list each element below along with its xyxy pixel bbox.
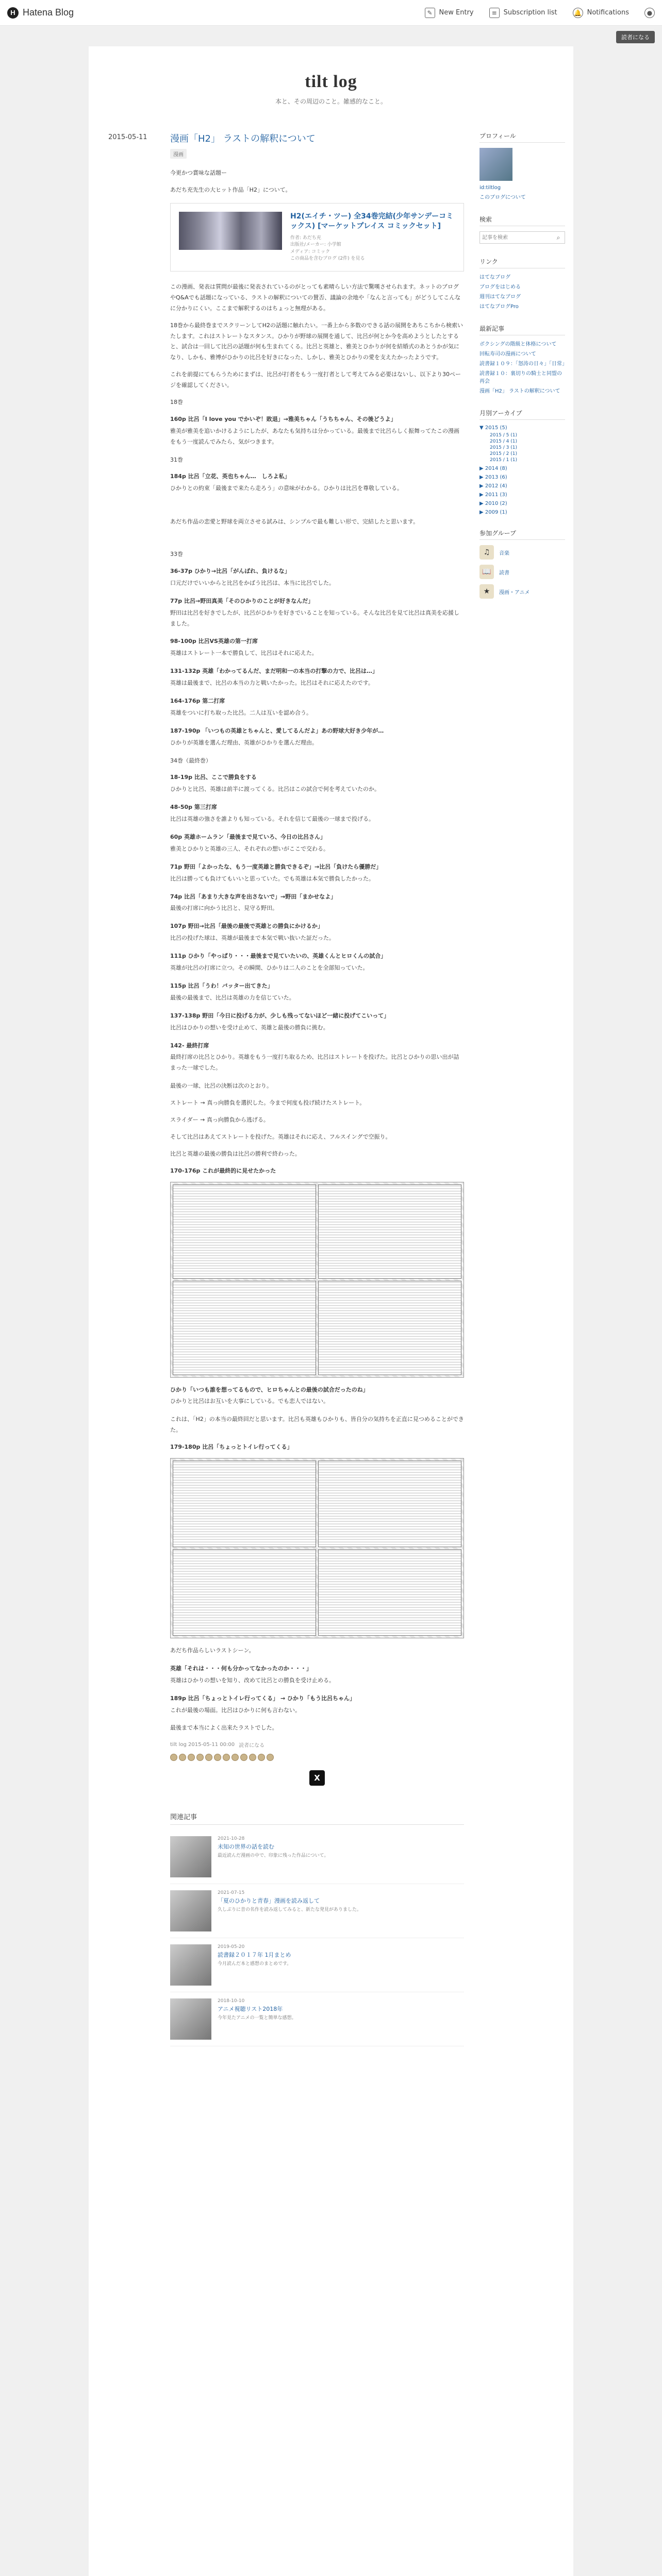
quote-body: 最後の打席に向かう比呂と、見守る野田。	[170, 905, 278, 912]
star-icon[interactable]	[205, 1754, 212, 1761]
archive-year[interactable]: ▶ 2011 (3)	[479, 492, 507, 498]
section-label: 34巻（最終巻）	[170, 757, 211, 764]
quote-heading: 131-132p 英雄「わかってるんだ、まだ明和一の本当の打撃の力で、比呂は…」	[170, 668, 378, 675]
related-thumbnail[interactable]	[170, 1890, 211, 1931]
product-meta: 出版社/メーカー: 小学館	[290, 242, 341, 248]
quote-heading: 179-180p 比呂「ちょっとトイレ行ってくる」	[170, 1444, 293, 1451]
related-thumbnail[interactable]	[170, 1836, 211, 1877]
manga-image-1[interactable]	[170, 1182, 464, 1378]
user-avatar-icon[interactable]: ●	[644, 8, 655, 18]
related-name[interactable]: アニメ視聴リスト2018年	[218, 2006, 283, 2013]
archive-month[interactable]: 2015 / 5 (1)	[490, 433, 517, 438]
new-entry-button[interactable]	[425, 8, 474, 18]
related-snippet: 最近読んだ漫画の中で、印象に残った作品について。	[218, 1853, 329, 1859]
hatena-stars	[170, 1754, 464, 1761]
quote-heading: 184p 比呂「立花、英也ちゃん… しろよ私」	[170, 473, 290, 480]
links-module	[479, 257, 565, 311]
related-date: 2018-10-10	[218, 1998, 245, 2004]
related-item[interactable]	[170, 1938, 464, 1992]
quote-heading: 189p 比呂「ちょっとトイレ行ってくる」 → ひかり「もう比呂ちゃん」	[170, 1694, 355, 1702]
list-icon: ≡	[489, 8, 500, 18]
quote-body: ひかりとの約束「最後まで来たら走ろう」の意味がわかる。ひかりは比呂を尊敬している。	[170, 485, 403, 492]
group-item[interactable]	[479, 565, 565, 579]
quote-body: 口元だけでいいからと比呂をかばう比呂は、本当に比呂でした。	[170, 579, 335, 586]
quote-body: 比呂は英雄の強さを誰よりも知っている。それを信じて最後の一球まで投げる。	[170, 816, 374, 823]
quote-body: 英雄をついに打ち取った比呂。二人は互いを認め合う。	[170, 709, 312, 716]
share-x-button[interactable]: X	[309, 1770, 325, 1786]
archive-year[interactable]: ▼ 2015 (5)	[479, 425, 507, 431]
quote-heading: ひかり「いつも誰を想ってるもので、ヒロちゃんとの最後の試合だったのね」	[170, 1386, 369, 1393]
manga-panel	[173, 1461, 316, 1547]
group-label[interactable]: 漫画・アニメ	[499, 589, 530, 596]
quote-heading: 18-19p 比呂、ここで勝負をする	[170, 774, 257, 781]
archive-month[interactable]: 2015 / 1 (1)	[490, 457, 517, 463]
related-date: 2021-07-15	[218, 1890, 245, 1896]
product-title[interactable]: H2(エイチ・ツー) 全34巻完結(少年サンデーコミックス) [マーケットプレイス コミックセット]	[290, 212, 454, 231]
product-embed-card[interactable]	[170, 203, 464, 272]
group-title: 参加グループ	[479, 529, 565, 540]
quote-heading: 187-190p 「いつもの英雄とちゃんと、愛してるんだよ」あの野球大好き少年が…	[170, 727, 384, 734]
entry-paragraph: これを前提にてもらうためにまずは、比呂が打者をもう一度打者として考えてみる必要はないし、以下より30ページを確認してください。	[170, 371, 461, 389]
sidebar-link[interactable]: 週刊はてなブログ	[479, 294, 521, 300]
star-icon[interactable]	[196, 1754, 204, 1761]
quote-heading: 36-37p ひかり→比呂「がんばれ、負けるな」	[170, 568, 290, 574]
group-label[interactable]: 音楽	[499, 550, 509, 556]
quote-heading: 74p 比呂「あまり大きな声を出さないで」→野田「まかせなよ」	[170, 893, 337, 900]
group-label[interactable]: 読書	[499, 570, 509, 576]
related-snippet: 久しぶりに昔の名作を読み返してみると、新たな発見がありました。	[218, 1907, 362, 1913]
archive-month[interactable]: 2015 / 3 (1)	[490, 445, 517, 450]
quote-body: 英雄はストレート一本で勝負して、比呂はそれに応えた。	[170, 650, 318, 657]
main-column	[108, 131, 464, 2046]
manga-panel	[318, 1184, 461, 1279]
archive-year[interactable]: ▶ 2013 (6)	[479, 474, 507, 480]
quote-heading: 115p 比呂「うわ！バッター出てきた」	[170, 982, 273, 989]
entry-paragraph: 最後まで本当によく出来たラストでした。	[170, 1724, 278, 1732]
quote-body: 野田は比呂を好きでしたが、比呂がひかりを好きでいることを知っている。そんな比呂を見て比呂は真美を応援しました。	[170, 609, 459, 627]
search-icon[interactable]: ⌕	[556, 233, 560, 241]
profile-user-name[interactable]: id:tiltlog	[479, 185, 501, 191]
archive-year[interactable]: ▶ 2009 (1)	[479, 510, 507, 515]
related-snippet: 今月読んだ本と感想のまとめです。	[218, 1961, 292, 1967]
quote-heading: 英雄「それは・・・何も分かってなかったのか・・・」	[170, 1665, 312, 1672]
entry-paragraph: これは、「H2」の本当の最終回だと思います。比呂も英雄もひかりも、皆自分の気持ちを正直に見つめることができた。	[170, 1416, 464, 1434]
manga-image-2[interactable]	[170, 1458, 464, 1638]
related-snippet: 今年見たアニメの一覧と簡単な感想。	[218, 2015, 296, 2021]
page-layout	[108, 131, 567, 2046]
manga-panel	[173, 1184, 316, 1279]
quote-heading: 98-100p 比呂VS英雄の第一打席	[170, 638, 258, 645]
profile-module	[479, 131, 565, 201]
manga-panel	[173, 1281, 316, 1375]
archive-year[interactable]: ▶ 2012 (4)	[479, 483, 507, 489]
search-title: 検索	[479, 215, 565, 226]
search-box	[479, 231, 565, 244]
quote-body: 英雄はひかりの想いを知り、改めて比呂との勝負を受け止める。	[170, 1676, 335, 1684]
reader-button[interactable]: 読者になる	[616, 31, 655, 43]
manga-icon: ★	[479, 584, 494, 599]
related-name[interactable]: 「夏のひかりと青春」漫画を読み返して	[218, 1897, 320, 1905]
recent-entry-link[interactable]: 回転寿司の漫画について	[479, 351, 536, 357]
blog-header	[108, 72, 554, 106]
quote-heading: 71p 野田「よかったな、もう一度英雄と勝負できるぞ」→比呂「負けたら優勝だ」	[170, 863, 382, 870]
subscription-label: Subscription list	[503, 9, 557, 16]
subscription-list-button[interactable]	[489, 8, 557, 18]
hatena-logo-icon: H	[7, 7, 19, 19]
star-icon[interactable]	[240, 1754, 247, 1761]
spacer	[170, 534, 464, 549]
quote-body: 比呂の投げた球は、英雄が最後まで本気で戦い抜いた証だった。	[170, 935, 335, 942]
star-icon[interactable]	[231, 1754, 239, 1761]
entry-title[interactable]: 漫画「H2」 ラストの解釈について	[170, 133, 316, 144]
recent-entry-link[interactable]: ボクシングの階級と体格について	[479, 342, 557, 347]
related-item[interactable]	[170, 1884, 464, 1938]
quote-body: 最後の最後まで、比呂は英雄の力を信じていた。	[170, 994, 295, 1001]
quote-body: 雅美が雅美を追いかけるようにしたが、あなたも気持ちは分かっている。最後まで比呂らしく振舞ってたこの漫画をもう一度読んでみたら、気がつきます。	[170, 427, 459, 445]
recent-title: 最新記事	[479, 324, 565, 335]
profile-title: プロフィール	[479, 131, 565, 143]
entry-category[interactable]: 漫画	[170, 149, 187, 159]
logo-text: Hatena Blog	[23, 7, 74, 18]
archive-month[interactable]: 2015 / 4 (1)	[490, 439, 517, 444]
entry-footer	[170, 1741, 464, 1749]
top-actions	[425, 8, 655, 18]
archive-year[interactable]: ▶ 2014 (8)	[479, 466, 507, 471]
blog-container	[89, 46, 573, 2576]
archive-year[interactable]: ▶ 2010 (2)	[479, 501, 507, 506]
related-item[interactable]	[170, 1830, 464, 1884]
quote-body: ひかりが英雄を選んだ理由、英雄がひかりを選んだ理由。	[170, 739, 318, 746]
profile-avatar[interactable]	[479, 148, 512, 181]
star-icon[interactable]	[179, 1754, 186, 1761]
blog-title[interactable]: tilt log	[305, 72, 357, 91]
manga-panel	[173, 1549, 316, 1636]
quote-body: 比呂は勝っても負けてもいいと思っていた。でも英雄は本気で勝負したかった。	[170, 875, 374, 882]
related-title: 関連記事	[170, 1811, 464, 1825]
entry-paragraph: そして比呂はあえてストレートを投げた。英雄はそれに応え、フルスイングで空振り。	[170, 1133, 391, 1140]
star-icon[interactable]	[258, 1754, 265, 1761]
sidebar-link[interactable]: ブログをはじめる	[479, 284, 521, 290]
quote-heading: 107p 野田→比呂「最後の最後で英雄との勝負にかけるか」	[170, 923, 323, 930]
product-meta: メディア: コミック	[290, 249, 330, 255]
footer-reader-link[interactable]: 読者になる	[239, 1743, 265, 1749]
quote-heading: 48-50p 第三打席	[170, 804, 217, 811]
quote-heading: 137-138p 野田「今日に投げる力が、少しも残ってないほど一緒に投げてこいって」	[170, 1012, 390, 1019]
star-icon[interactable]	[249, 1754, 256, 1761]
related-name[interactable]: 未知の世界の話を読む	[218, 1843, 274, 1851]
global-header	[0, 0, 662, 41]
star-icon[interactable]	[188, 1754, 195, 1761]
product-meta: 作者: あだち充	[290, 235, 321, 241]
entry-paragraph: スライダー → 真っ向勝負から逃げる。	[170, 1116, 269, 1123]
quote-body: あだち作品らしいラストシーン。	[170, 1647, 255, 1654]
product-thumbnail[interactable]	[179, 212, 282, 250]
star-icon[interactable]	[170, 1754, 177, 1761]
quote-heading: 164-176p 第二打席	[170, 698, 225, 705]
quote-body: これが最後の場面。比呂はひかりに何も言わない。	[170, 1706, 301, 1714]
star-icon[interactable]	[223, 1754, 230, 1761]
related-articles	[170, 1811, 464, 2046]
sidebar	[479, 131, 565, 2046]
star-icon[interactable]	[214, 1754, 221, 1761]
recent-entry-link[interactable]: 漫画「H2」 ラストの解釈について	[479, 388, 560, 394]
entry-paragraph: あだち作品の恋愛と野球を両立させる試みは、シンプルで最も難しい形で、完結したと思います。	[170, 518, 419, 526]
manga-panel	[318, 1281, 461, 1375]
product-meta-link[interactable]: この商品を含むブログ (2件) を見る	[290, 256, 365, 262]
group-item[interactable]	[479, 584, 565, 599]
quote-heading: 77p 比呂→野田真美「そのひかりのことが好きなんだ」	[170, 597, 314, 604]
quote-body: 英雄が比呂の打席に立つ。その瞬間、ひかりは二人のことを全部知っていた。	[170, 964, 369, 972]
quote-body: 比呂はひかりの想いを受け止めて、英雄と最後の勝負に挑む。	[170, 1024, 329, 1031]
group-module	[479, 529, 565, 599]
recent-module	[479, 324, 565, 395]
quote-heading: 170-176p これが最終的に見せたかった	[170, 1167, 276, 1174]
related-thumbnail[interactable]	[170, 1944, 211, 1986]
pencil-icon: ✎	[425, 8, 435, 18]
sidebar-link[interactable]: はてなブログPro	[479, 304, 519, 310]
entry-paragraph: 最後の一球、比呂の決断は次のとおり。	[170, 1082, 272, 1090]
related-name[interactable]: 読書録２０１７年 1月まとめ	[218, 1952, 291, 1959]
entry-paragraph: 今更かつ賞味な話題ー	[170, 170, 227, 176]
links-title: リンク	[479, 257, 565, 268]
hatena-logo[interactable]	[7, 7, 74, 19]
recent-entry-link[interactable]: 読書録１０：裏切りの騎士と同盟の再会	[479, 371, 562, 384]
archive-month[interactable]: 2015 / 2 (1)	[490, 451, 517, 456]
group-item[interactable]	[479, 545, 565, 560]
related-item[interactable]	[170, 1992, 464, 2046]
notifications-label: Notifications	[587, 9, 629, 16]
quote-body: 英雄は最後まで、比呂の本当の力と戦いたかった。比呂はそれに応えたのです。	[170, 680, 374, 687]
entry-paragraph: ストレート → 真っ向勝負を選択した。今まで何度も投げ続けたストレート。	[170, 1099, 366, 1107]
profile-about-link[interactable]: このブログについて	[479, 195, 526, 200]
quote-heading: 60p 英雄ホームラン「最後まで見ていろ、今日の比呂さん」	[170, 834, 326, 841]
quote-body: 雅美とひかりと英雄の三人、それぞれの想いがここで交わる。	[170, 845, 329, 852]
quote-heading: 160p 比呂「I love you でかいぞ！敗退」→雅美ちゃん「うちちゃん、その後どうよ」	[170, 415, 396, 422]
entry-date[interactable]: 2015-05-11	[108, 133, 147, 141]
search-input[interactable]	[480, 232, 552, 243]
entry-paragraph: 18巻から最終巻までスクリーンしてH2の話題に触れたい。一番上から多数のできる話の展開をあちこちから検索いたします。これはストレートなスタンス。ひかりが野球の展開を通して、比呂が何とか今を高めようとしたとすると、試合は一回して比呂の話題が何も生まれてくる。比呂と英雄と、雅美とひかりが何を結婚式のあとうかが気になり、しかも、雅博がひかりの比呂を好きになった、しかし、雅美とひかりの愛を支えたかったようです。	[170, 321, 464, 361]
section-label: 33巻	[170, 551, 183, 558]
section-label: 18巻	[170, 398, 183, 405]
spacer	[170, 501, 464, 517]
entry-paragraph: この漫画、発表は質問が最後に発表されているのがとっても素晴らしい方法で驚嘆させられます。ネットのブログやQ&Aでも話題になっている、ラストの解釈についての賛否、議論の余地や「なんと言っても」がどうしてこんなに分かりにくい。ここまで解釈するのはちょっと無理がある。	[170, 283, 461, 312]
recent-entry-link[interactable]: 読書録１０９：「怒涛の日々」「日常」	[479, 361, 567, 367]
quote-heading: 111p ひかり「やっぱり・・・最後まで見ていたいの、英雄くんとヒロくんの試合」	[170, 953, 387, 960]
book-icon: 📖	[479, 565, 494, 579]
quote-heading: 142- 最終打席	[170, 1042, 209, 1049]
notifications-button[interactable]	[573, 8, 629, 18]
sidebar-link[interactable]: はてなブログ	[479, 275, 510, 280]
star-icon[interactable]	[267, 1754, 274, 1761]
archive-title: 月別アーカイブ	[479, 409, 565, 420]
entry-paragraph: 比呂と英雄の最後の勝負は比呂の勝利で終わった。	[170, 1150, 301, 1157]
related-date: 2019-05-20	[218, 1944, 245, 1950]
new-entry-label: New Entry	[439, 9, 474, 16]
related-thumbnail[interactable]	[170, 1998, 211, 2040]
search-module	[479, 215, 565, 244]
entry-paragraph: あだち充先生の大ヒット作品「H2」について。	[170, 186, 291, 193]
archive-module	[479, 409, 565, 515]
quote-body: ひかりと比呂はお互いを大事にしている。でも恋人ではない。	[170, 1398, 329, 1405]
bell-icon: 🔔	[573, 8, 583, 18]
entry	[170, 131, 464, 2046]
blog-description: 本と、その周辺のこと。雑感的なこと。	[275, 98, 387, 105]
quote-body: ひかりと比呂、英雄は前半に渡ってくる。比呂はこの試合で何を考えていたのか。	[170, 786, 380, 793]
manga-panel	[318, 1549, 461, 1636]
product-embed-body	[290, 212, 455, 263]
manga-panel	[318, 1461, 461, 1547]
related-date: 2021-10-28	[218, 1836, 245, 1842]
entry-author[interactable]: tilt log 2015-05-11 00:00	[170, 1742, 235, 1748]
section-label: 31巻	[170, 456, 183, 463]
quote-body: 最終打席の比呂とひかり。英雄をもう一度打ち取るため、比呂はストレートを投げた。比呂とひかりの思い出が詰まった一球でした。	[170, 1054, 459, 1072]
music-icon: ♫	[479, 545, 494, 560]
